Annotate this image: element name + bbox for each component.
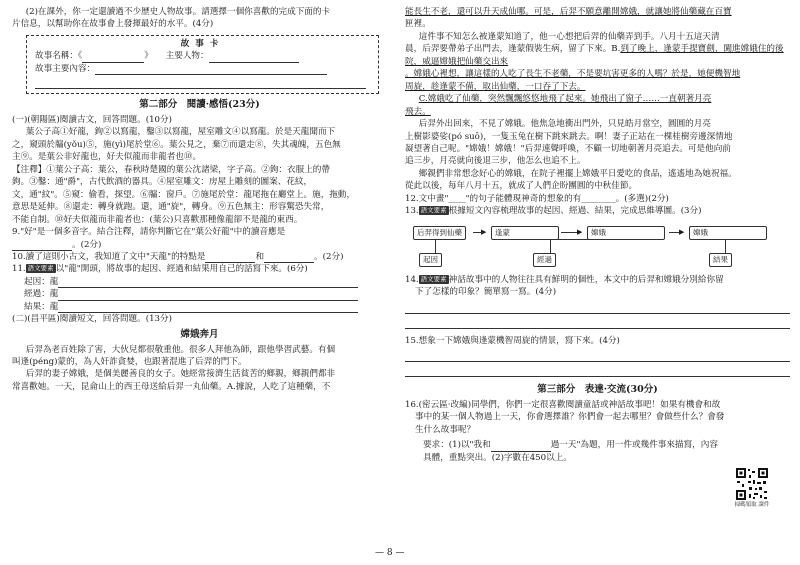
story-content-blank[interactable] [95, 65, 327, 75]
arrow-icon: ▶ [679, 227, 685, 236]
q9-score: 。(2分) [72, 239, 102, 250]
part2-title: 第二部分 閱讀·感悟(23分) [139, 99, 260, 111]
qr-code-icon [735, 467, 769, 501]
left-column [12, 6, 387, 393]
q14-text [405, 274, 790, 286]
story-cont-10: 上樹影婆娑(pó suō)，一隻玉兔在樹下跳來跳去。啊！妻子正站在一棵桂樹旁邊深情地 [405, 131, 733, 142]
mind-map-connector [521, 239, 609, 240]
story-card [26, 35, 379, 94]
q15-answer-line-1[interactable] [405, 347, 790, 362]
mind-map [405, 222, 790, 272]
q10-score: 。(2分) [314, 252, 344, 263]
story-cont-8: 飛去。 [405, 106, 431, 117]
story-cont-7: C.嫦娥吃了仙藥，突然飄飄悠悠地飛了起來。她飛出了窗子……一直朝著月亮 [418, 94, 712, 105]
right-column [405, 6, 790, 464]
q10-and: 和 [255, 252, 265, 263]
q13-tag: 語文要素 [420, 206, 447, 215]
story-line-4: 常喜歡她。一天，昆侖山上的西王母送給后羿一丸仙藥。A.據說，人吃了這種藥，不 [12, 381, 331, 392]
story-line-2: 叫逢(péng)蒙的，為人奸詐貪婪，也跟著混進了后羿的門下。 [12, 356, 247, 367]
story-card-row-2 [35, 63, 370, 75]
main-char-blank[interactable] [209, 53, 299, 63]
arrow-icon: ▶ [481, 227, 487, 236]
mind-map-connector [550, 239, 551, 253]
note-line-5: 不能自制。⑩好夫似龍而非龍者也：(葉公)只喜歡那種像龍卻不是龍的東西。 [12, 214, 303, 225]
q10-blank-1[interactable] [205, 253, 255, 263]
story-cont-12: 追三步，月亮就向後退三步，他怎么也追不上。 [405, 156, 586, 167]
mind-map-node-2[interactable] [491, 226, 559, 240]
q13-prompt: 根據短文內容梳理故事的起因、經過、結果，完成思維導圖。(3分) [448, 206, 702, 217]
section1-heading: (一)(朝陽區)閱讀古文，回答問題。(10分) [12, 115, 172, 126]
story-cont-13: 鄉親們非常想念好心的嫦娥，在院子裡擺上嫦娥平日愛吃的食品，遙遙地為她祝福。 [418, 168, 737, 179]
q9-answer-row [12, 239, 387, 251]
q16-title-blank[interactable] [491, 442, 551, 452]
classical-line-3: 主⑨。是葉公非好龍也，好夫似龍而非龍者也⑩。 [12, 152, 202, 163]
q14-answer-line-2[interactable] [405, 314, 790, 329]
q11-number: 11. [12, 264, 26, 275]
qr-code-label: 掃碼領取 課件 [734, 502, 770, 508]
q16-line-2: 事中的某一個人物過上一天，你會選擇誰？你們會一起去哪里？會做些什么？會發 [415, 412, 725, 423]
q11-result-blank[interactable] [58, 303, 358, 313]
q11-process [24, 288, 387, 300]
q11-process-label: 經過：龍 [24, 289, 59, 300]
q16-requirements-cont: 具體，重點突出。(2)字數在450以上。 [423, 452, 572, 463]
mind-map-result: 結果 [709, 253, 732, 267]
q15-text: 15.想象一下嫦娥與逢蒙機智周旋的情景，寫下來。(4分) [405, 335, 620, 346]
note-line-2: 鉤。③鑿：通"爵"，古代飲酒的器具。④屋室雕文：房屋上雕刻的圖案、花紋， [12, 177, 313, 188]
story-name-label: 故事名稱： [35, 51, 78, 62]
mind-map-connector [435, 239, 436, 253]
q12-text: 12.文中畫"____"的句子能體現神奇的想象的有________。(多選)(2分) [405, 193, 669, 204]
q16-line-3: 生什么故事呢？ [415, 424, 476, 435]
classical-line-2: 之，窺頭於牖(yǒu)⑤，施(yì)尾於堂⑥。葉公見之，棄⑦而還走⑧，失其魂魄，五色無 [12, 139, 341, 150]
mind-map-node-2-label: 逢蒙 [495, 227, 510, 237]
q14-text-cont: 下了怎樣的印象？簡單寫一寫。(4分) [415, 287, 557, 298]
story-cont-1: 能長生不老，還可以升天成仙哪。可是，后羿不願意離開嫦娥，就讓她將仙藥藏在百寶 [405, 7, 732, 17]
q14-tag: 語文要素 [420, 274, 447, 283]
q10-text [12, 251, 387, 263]
story-cont-4b: 到了晚上，逢蒙手提寶劍，闖進嫦娥住的後院，威逼嫦娥把仙藥交出來 [405, 44, 784, 67]
story-cont-9: 后羿外出回來，不見了嫦娥。他焦急地衝出門外，只見皓月當空，圓圓的月亮 [418, 119, 711, 130]
story-cont-11: 凝望著自己呢。"嫦娥！嫦娥！"后羿連聲呼喚，不顧一切地朝著月亮追去。可是他向前 [405, 143, 731, 154]
story-card-row-1: 故事名稱：《 》 主要人物： [35, 50, 370, 62]
q14-number: 14. [405, 274, 419, 285]
q10-prompt: 10.讀了這則小古文，我知道了文中"天龍"的特點是 [12, 252, 206, 263]
story-cont-3: 這件事不知怎么被逢蒙知道了，他一心想把后羿的仙藥弄到手。八月十五這天清 [418, 31, 720, 42]
story-content-label: 故事主要內容： [35, 63, 96, 74]
q9-text: 9."好"是一個多音字。結合注釋，請你判斷它在"葉公好龍"中的讀音應是 [12, 227, 286, 238]
mind-map-start: 后羿得到仙藥 [413, 226, 466, 240]
q10-blank-2[interactable] [264, 253, 314, 263]
q14-answer-line-1[interactable] [405, 299, 790, 314]
mind-map-node-4-label: 嫦娥 [693, 227, 708, 237]
mind-map-connector [725, 239, 726, 253]
q16-req-a: 要求：(1)以"我和 [423, 440, 491, 451]
note-line-4: 意思是延伸。⑧還走：轉身就跑。還，通"旋"，轉身。⑨五色無主：形容驚恐失常， [12, 202, 330, 213]
story-line-3: 后羿的妻子嫦娥，是個美麗善良的女子。她經常接濟生活貧苦的鄉親，鄉親們都非 [25, 369, 336, 380]
mind-map-node-3[interactable] [587, 226, 665, 240]
q9-blank[interactable] [12, 241, 72, 251]
q13-number: 13. [405, 206, 419, 217]
page-number: — 8 — [375, 548, 405, 558]
story-line-1: 后羿為老百姓除了害，大伙兒都很敬重他。很多人拜他為師，跟他學習武藝。有個 [25, 344, 336, 355]
q11-result-label: 結果：龍 [24, 301, 59, 312]
q13-text [405, 205, 790, 217]
story-content-line[interactable] [35, 77, 366, 89]
q11-cause [24, 276, 387, 288]
story-cont-5: 。嫦娥心裡想，讓這樣的人吃了長生不老藥，不是要坑害更多的人嗎？於是，她便機智地 [405, 69, 741, 80]
mind-map-node-4[interactable] [689, 226, 767, 240]
q2-instruction: (2)在課外，你一定還讀過不少歷史人物故事。請選擇一個你喜歡的完成下面的卡 [25, 7, 331, 17]
story-cont-4 [405, 43, 790, 68]
story-cont-2: 匣裡。 [405, 19, 431, 30]
q11-cause-label: 起因：龍 [24, 276, 59, 287]
mind-map-cause: 起因 [419, 253, 442, 267]
section2-heading: (二)(昌平區)閱讀短文，回答問題。(13分) [12, 314, 172, 325]
story-title: 嫦娥奔月 [180, 328, 219, 340]
q11-tag: 語文要素 [27, 264, 54, 273]
q11-lines [12, 276, 387, 313]
q11-text [12, 263, 387, 275]
q16-requirements [405, 439, 790, 451]
story-cont-14: 從此以後，每年八月十五，就成了人們企盼團圓的中秋佳節。 [405, 181, 638, 192]
arrow-icon: ▶ [577, 227, 583, 236]
q15-answer-line-2[interactable] [405, 362, 790, 377]
note-line-1: 【注釋】①葉公子高：葉公，春秋時楚國的葉公沈諸梁，字子高。②鉤：衣服上的帶 [12, 164, 330, 175]
q2-instruction-cont: 片信息，以幫助你在故事會上發揮最好的水平。(4分) [12, 19, 214, 30]
part3-title: 第三部分 表達·交流(30分) [537, 384, 658, 396]
mind-map-node-3-label: 嫦娥 [591, 227, 606, 237]
q16-line-1: 16.(密云區·改編)同學們，你們一定很喜歡閱讀童話或神話故事吧！如果有機會和故 [405, 399, 721, 410]
story-card-title: 故事卡 [180, 38, 225, 49]
q14-prompt: 神話故事中的人物往往具有鮮明的個性，本文中的后羿和嫦娥分別給你留 [448, 274, 724, 285]
story-name-blank[interactable] [82, 53, 144, 63]
story-cont-4a: 晨，后羿要帶弟子出門去，逢蒙假裝生病，留了下來。B. [405, 44, 621, 55]
q11-process-blank[interactable] [58, 291, 358, 301]
q11-cause-blank[interactable] [58, 278, 358, 288]
mind-map-connector [473, 232, 483, 233]
q16-req-b: 過一天"為題，用一件或幾件事來描寫，內容 [550, 440, 718, 451]
mind-map-process: 經過 [533, 253, 556, 267]
note-line-3: 文，通"紋"。⑤窺：偷看，探望。⑥牖：窗戶。⑦施尾於堂：龍尾拖在廳堂上。施，拖動， [12, 189, 356, 200]
story-cont-6: 周旋，趁逢蒙不備，取出仙藥，一口吞了下去。 [405, 81, 586, 92]
q11-result [24, 301, 387, 313]
q11-prompt: 以"龍"開頭，將故事的起因、經過和結果用自己的話寫下來。(6分) [55, 264, 308, 275]
classical-line-1: 葉公子高①好龍，鉤②以寫龍，鑿③以寫龍，屋室雕文④以寫龍。於是天龍聞而下 [25, 127, 336, 138]
main-char-label: 主要人物： [165, 51, 209, 62]
